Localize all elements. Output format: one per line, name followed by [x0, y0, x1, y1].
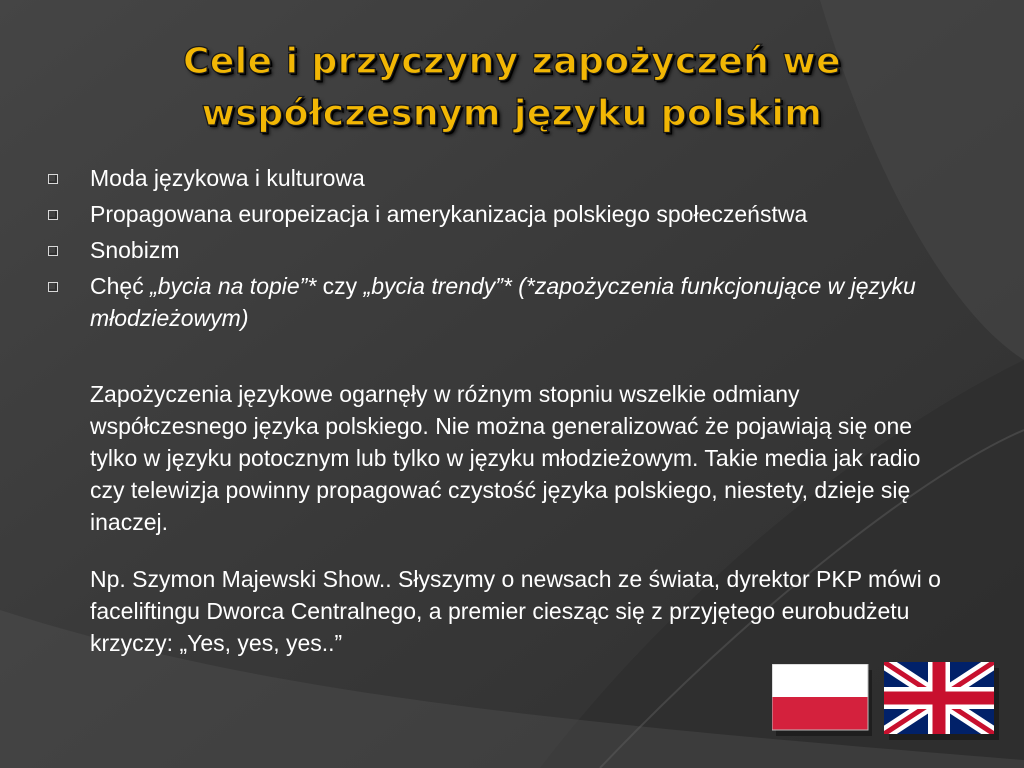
square-bullet-icon [48, 282, 58, 292]
bullet-item-1 [44, 162, 964, 194]
union-jack-flag-image [884, 662, 1000, 740]
bullet-item-3 [44, 234, 964, 266]
body-paragraph-2: Np. Szymon Majewski Show.. Słyszymy o newsach ze świata, dyrektor PKP mówi o faceliftingu Dworca Centralnego, a premier ciesząc się z przyjętego eurobudżetu krzyczy: „Yes, yes, yes..” [90, 566, 941, 656]
slide-title [0, 36, 1024, 140]
polish-flag-image [772, 664, 872, 736]
bullet-text: czy [316, 273, 364, 299]
square-bullet-icon [48, 246, 58, 256]
bullet-list [44, 162, 964, 338]
title-line-1: Cele i przyczyny zapożyczeń we [182, 41, 842, 83]
body-paragraph-1: Zapożyczenia językowe ogarnęły w różnym stopniu wszelkie odmiany współczesnego języka polskiego. Nie można generalizować że pojawiają się one tylko w języku potocznym lub tylko w języku młodzieżowym. Takie media jak radio czy telewizja powinny propagować czystość języka polskiego, niestety, dzieje się inaczej. [90, 381, 921, 535]
bullet-text-italic: „bycia trendy”* (*zapożyczenia funkcjonujące w języku młodzieżowym) [90, 273, 916, 331]
bullet-item-4 [44, 270, 964, 334]
title-line-2: współczesnym języku polskim [201, 93, 823, 135]
square-bullet-icon [48, 210, 58, 220]
bullet-text: Moda językowa i kulturowa [90, 165, 365, 191]
bullet-text-italic: „bycia na topie”* [150, 273, 317, 299]
bullet-text: Propagowana europeizacja i amerykanizacja polskiego społeczeństwa [90, 201, 808, 227]
bullet-text: Chęć [90, 273, 151, 299]
bullet-text: Snobizm [90, 237, 180, 263]
square-bullet-icon [48, 174, 58, 184]
bullet-item-2 [44, 198, 964, 230]
